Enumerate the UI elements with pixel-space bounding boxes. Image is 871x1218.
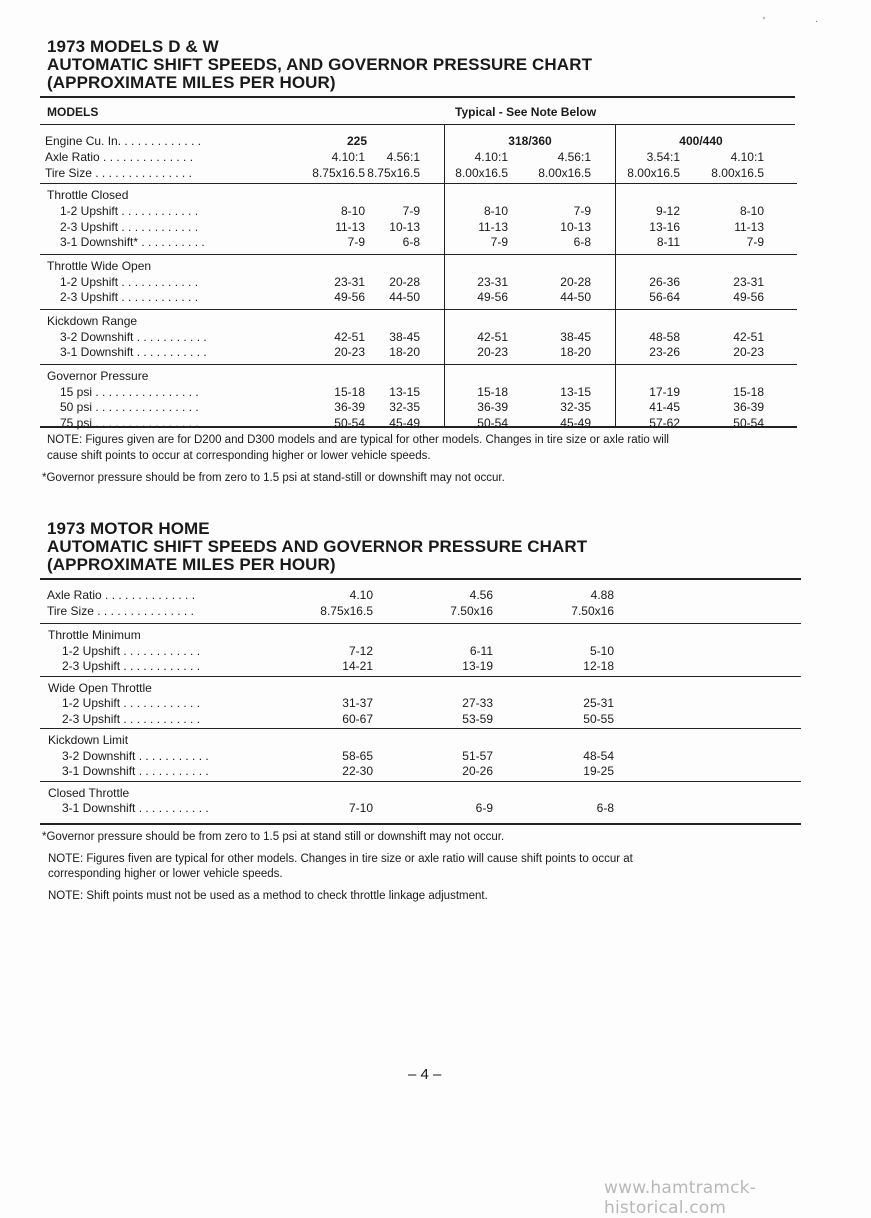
chart1-cell: 11-13 — [478, 219, 508, 234]
chart2-group-rule — [40, 781, 801, 782]
chart2-cell: 51-57 — [462, 748, 493, 763]
chart1-axle-value: 4.10:1 — [331, 150, 365, 164]
chart1-engine-225: 225 — [346, 134, 368, 148]
chart1-row-label: 15 psi . . . . . . . . . . . . . . . . — [60, 384, 199, 399]
chart1-header-models: MODELS — [47, 105, 99, 119]
chart1-group-title: Kickdown Range — [47, 313, 138, 328]
chart1-cell: 13-15 — [560, 384, 591, 399]
chart2-cell: 48-54 — [583, 748, 614, 763]
chart1-cell: 7-9 — [490, 235, 508, 249]
chart1-tire-value: 8.00x16.5 — [711, 166, 764, 180]
chart2-cell: 31-37 — [342, 696, 373, 710]
chart2-group-rule — [40, 676, 801, 677]
chart1-cell: 50-54 — [477, 415, 508, 430]
chart2-footnote: *Governor pressure should be from zero to 1.5 psi at stand still or downshift may not occur. — [42, 831, 505, 843]
chart1-cell: 41-45 — [649, 400, 680, 414]
chart2-cell: 5-10 — [589, 643, 614, 658]
chart2-row-label: 3-1 Downshift . . . . . . . . . . . — [62, 801, 209, 815]
chart1-title-line1: 1973 MODELS D & W — [47, 37, 219, 56]
chart1-cell: 26-36 — [649, 274, 680, 289]
chart1-cell: 9-12 — [655, 204, 680, 218]
chart1-title-line2: AUTOMATIC SHIFT SPEEDS, AND GOVERNOR PRESSURE CHART — [47, 55, 593, 74]
chart2-cell: 27-33 — [462, 696, 493, 710]
chart2-cell: 12-18 — [583, 659, 614, 673]
chart2-bottom-rule — [40, 823, 801, 825]
chart2-cell: 50-55 — [583, 711, 614, 726]
chart1-cell: 23-31 — [733, 274, 764, 289]
chart1-cell: 15-18 — [477, 384, 508, 399]
watermark: www.hamtramck-historical.com — [604, 1178, 757, 1218]
chart2-cell: 6-11 — [469, 643, 493, 658]
chart1-cell: 57-62 — [649, 415, 680, 430]
chart1-row-label: 3-1 Downshift* . . . . . . . . . . — [60, 235, 205, 249]
chart1-cell: 20-28 — [389, 274, 420, 289]
chart1-cell: 18-20 — [560, 345, 591, 359]
chart1-cell: 44-50 — [389, 290, 420, 304]
chart1-cell: 36-39 — [477, 400, 508, 414]
chart1-group-title: Governor Pressure — [47, 368, 149, 383]
chart2-cell: 6-8 — [596, 801, 614, 815]
chart2-axle-value: 4.56 — [469, 588, 493, 602]
chart1-group-rule — [40, 309, 797, 310]
chart1-cell: 44-50 — [560, 290, 591, 304]
chart1-cell: 17-19 — [649, 384, 680, 399]
chart1-group-rule — [40, 254, 797, 255]
chart1-cell: 49-56 — [477, 290, 508, 304]
chart1-cell: 36-39 — [733, 400, 764, 414]
chart1-cell: 8-10 — [739, 204, 764, 218]
chart1-note-line2: cause shift points to occur at corresponding higher or lower vehicle speeds. — [47, 450, 431, 462]
chart1-tire-value: 8.00x16.5 — [455, 166, 508, 180]
chart2-title-line2: AUTOMATIC SHIFT SPEEDS AND GOVERNOR PRESSURE CHART — [47, 537, 588, 556]
chart1-cell: 7-9 — [573, 204, 591, 218]
chart1-cell: 50-54 — [733, 415, 764, 430]
chart2-cell: 14-21 — [342, 659, 373, 673]
chart1-cell: 8-11 — [656, 235, 680, 249]
chart2-rule — [40, 623, 801, 624]
chart1-cell: 18-20 — [389, 345, 420, 359]
chart1-cell: 8-10 — [340, 204, 365, 218]
chart1-rule — [40, 183, 797, 184]
chart2-group-title: Closed Throttle — [48, 785, 130, 800]
chart2-cell: 25-31 — [583, 696, 614, 710]
chart1-cell: 32-35 — [560, 400, 591, 414]
chart2-group-title: Throttle Minimum — [48, 628, 141, 642]
chart2-cell: 58-65 — [342, 748, 373, 763]
chart2-note1-line1: NOTE: Figures fiven are typical for other models. Changes in tire size or axle ratio will cause shift points to occur at — [48, 853, 633, 865]
chart2-title-line3: (APPROXIMATE MILES PER HOUR) — [47, 555, 336, 574]
chart1-cell: 7-9 — [347, 235, 365, 249]
chart2-cell: 60-67 — [342, 711, 373, 726]
chart1-cell: 6-8 — [573, 235, 591, 249]
chart2-row-label: 3-1 Downshift . . . . . . . . . . . — [62, 764, 209, 778]
chart1-cell: 50-54 — [334, 415, 365, 430]
chart1-row-label: 3-2 Downshift . . . . . . . . . . . — [60, 329, 207, 344]
chart1-cell: 10-13 — [389, 219, 420, 234]
chart1-row-label: 1-2 Upshift . . . . . . . . . . . . — [60, 204, 199, 218]
chart1-row-label: 2-3 Upshift . . . . . . . . . . . . — [60, 290, 199, 304]
chart1-axle-value: 4.56:1 — [386, 150, 420, 164]
chart1-row-label: 3-1 Downshift . . . . . . . . . . . — [60, 345, 207, 359]
chart1-row-label: 1-2 Upshift . . . . . . . . . . . . — [60, 274, 199, 289]
chart1-bottom-rule — [40, 426, 797, 428]
chart2-cell: 19-25 — [583, 764, 614, 778]
chart2-title-line1: 1973 MOTOR HOME — [47, 519, 210, 538]
chart1-title-line3: (APPROXIMATE MILES PER HOUR) — [47, 73, 336, 92]
chart1-cell: 13-15 — [389, 384, 420, 399]
chart1-row-label: 75 psi . . . . . . . . . . . . . . . . — [60, 415, 199, 430]
chart1-cell: 7-9 — [746, 235, 764, 249]
chart1-cell: 23-31 — [477, 274, 508, 289]
chart1-tire-value: 8.75x16.5 — [367, 166, 420, 180]
chart2-tire-value: 7.50x16 — [571, 604, 614, 618]
chart2-row-label: 1-2 Upshift . . . . . . . . . . . . — [62, 696, 201, 710]
chart1-footnote: *Governor pressure should be from zero to 1.5 psi at stand-still or downshift may not occur. — [42, 472, 505, 484]
chart1-cell: 38-45 — [560, 329, 591, 344]
chart1-cell: 15-18 — [733, 384, 764, 399]
chart1-cell: 49-56 — [334, 290, 365, 304]
chart2-note2: NOTE: Shift points must not be used as a method to check throttle linkage adjustment. — [48, 890, 488, 902]
chart1-note-line1: NOTE: Figures given are for D200 and D300 models and are typical for other models. Changes in tire size or axle ratio will — [47, 434, 669, 446]
chart1-tire-label: Tire Size . . . . . . . . . . . . . . . — [45, 166, 192, 180]
chart2-axle-label: Axle Ratio . . . . . . . . . . . . . . — [47, 588, 196, 602]
chart1-row-label: 50 psi . . . . . . . . . . . . . . . . — [60, 400, 199, 414]
chart1-axle-value: 4.10:1 — [730, 150, 764, 164]
chart1-row-label: 2-3 Upshift . . . . . . . . . . . . — [60, 219, 199, 234]
chart1-cell: 13-16 — [649, 219, 680, 234]
corner-mark: · — [815, 16, 819, 27]
chart1-top-rule — [40, 96, 795, 98]
chart1-cell: 48-58 — [649, 329, 680, 344]
chart2-cell: 6-9 — [475, 801, 493, 815]
chart1-engine-318-360: 318/360 — [508, 134, 552, 148]
chart2-row-label: 3-2 Downshift . . . . . . . . . . . — [62, 748, 209, 763]
chart2-row-label: 2-3 Upshift . . . . . . . . . . . . — [62, 659, 201, 673]
chart2-axle-value: 4.88 — [590, 588, 614, 602]
chart2-cell: 13-19 — [462, 659, 493, 673]
corner-mark: ' — [763, 16, 765, 27]
chart1-engine-400-440: 400/440 — [679, 134, 723, 148]
chart1-cell: 20-23 — [477, 345, 508, 359]
chart1-cell: 36-39 — [334, 400, 365, 414]
chart1-header-rule — [40, 124, 795, 125]
chart1-cell: 15-18 — [334, 384, 365, 399]
chart1-tire-value: 8.00x16.5 — [627, 166, 680, 180]
chart1-axle-value: 3.54:1 — [646, 150, 680, 164]
chart1-cell: 11-13 — [734, 219, 764, 234]
chart1-cell: 45-49 — [389, 415, 420, 430]
chart2-tire-value: 7.50x16 — [450, 604, 493, 618]
chart1-cell: 42-51 — [334, 329, 365, 344]
chart2-row-label: 2-3 Upshift . . . . . . . . . . . . — [62, 711, 201, 726]
chart1-group-title: Throttle Wide Open — [47, 258, 152, 273]
chart1-cell: 45-49 — [560, 415, 591, 430]
chart1-cell: 20-23 — [733, 345, 764, 359]
chart2-row-label: 1-2 Upshift . . . . . . . . . . . . — [62, 643, 201, 658]
chart1-cell: 42-51 — [733, 329, 764, 344]
chart2-tire-value: 8.75x16.5 — [320, 604, 373, 618]
chart2-axle-value: 4.10 — [349, 588, 373, 602]
chart2-group-title: Wide Open Throttle — [48, 680, 152, 695]
chart1-cell: 11-13 — [335, 219, 365, 234]
chart2-cell: 7-12 — [348, 643, 373, 658]
chart1-header-typical: Typical - See Note Below — [455, 105, 597, 119]
chart1-axle-value: 4.10:1 — [474, 150, 508, 164]
chart2-top-rule — [40, 578, 801, 580]
chart1-cell: 49-56 — [733, 290, 764, 304]
chart2-cell: 20-26 — [462, 764, 493, 778]
chart2-tire-label: Tire Size . . . . . . . . . . . . . . . — [47, 604, 194, 618]
chart1-cell: 7-9 — [402, 204, 420, 218]
chart1-axle-value: 4.56:1 — [557, 150, 591, 164]
chart1-cell: 20-28 — [560, 274, 591, 289]
chart2-cell: 22-30 — [342, 764, 373, 778]
chart1-group-rule — [40, 364, 797, 365]
chart1-cell: 38-45 — [389, 329, 420, 344]
chart2-cell: 7-10 — [348, 801, 373, 815]
page-number: – 4 – — [408, 1066, 442, 1083]
chart1-cell: 56-64 — [649, 290, 680, 304]
chart1-engine-label: Engine Cu. In. . . . . . . . . . . . . — [45, 134, 202, 148]
chart2-group-rule — [40, 728, 801, 729]
chart1-group-title: Throttle Closed — [47, 188, 129, 202]
chart1-cell: 20-23 — [334, 345, 365, 359]
chart1-cell: 6-8 — [402, 235, 420, 249]
chart1-cell: 23-26 — [649, 345, 680, 359]
chart1-tire-value: 8.00x16.5 — [538, 166, 591, 180]
chart1-axle-label: Axle Ratio . . . . . . . . . . . . . . — [45, 150, 194, 164]
chart1-tire-value: 8.75x16.5 — [312, 166, 365, 180]
chart2-cell: 53-59 — [462, 711, 493, 726]
chart1-cell: 42-51 — [477, 329, 508, 344]
chart1-cell: 10-13 — [560, 219, 591, 234]
chart1-cell: 23-31 — [334, 274, 365, 289]
chart2-group-title: Kickdown Limit — [48, 733, 129, 747]
chart1-cell: 8-10 — [483, 204, 508, 218]
chart2-note1-line2: corresponding higher or lower vehicle speeds. — [48, 868, 283, 880]
chart1-cell: 32-35 — [389, 400, 420, 414]
